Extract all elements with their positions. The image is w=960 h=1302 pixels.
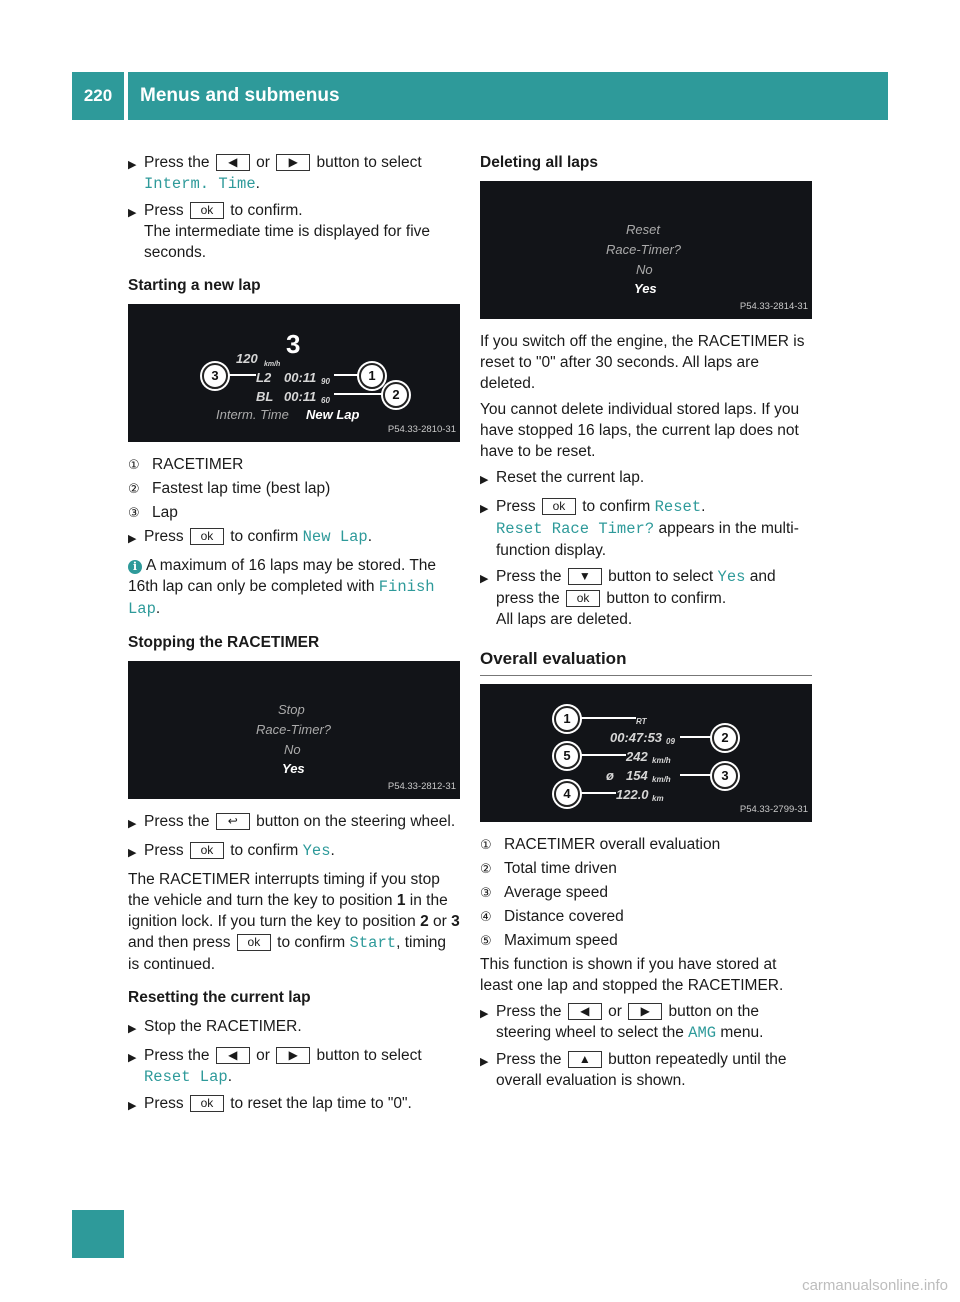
legend-item: ⑤ Maximum speed: [480, 932, 618, 949]
step: ▶ Press the ◀ or ▶ button to select Reset Lap.: [128, 1047, 422, 1086]
callout-1: 1: [554, 706, 580, 732]
chapter-side-label: [70, 150, 122, 1250]
side-tab-block: [72, 1210, 124, 1258]
step: ▶ Press ok to confirm Reset. Reset Race Timer? appears in the multi-function display.: [480, 498, 799, 559]
heading-stop: Stopping the RACETIMER: [128, 634, 320, 651]
legend-item: ④ Distance covered: [480, 908, 624, 925]
paragraph: The RACETIMER interrupts timing if you stop the vehicle and turn the key to position 1 in the ignition lock. If you turn the key to position 2 or 3 and then press ok to confirm Start, timing is continued.: [128, 871, 460, 973]
step: ▶ Press ok to confirm New Lap.: [128, 526, 460, 550]
legend-item: ③ Average speed: [480, 884, 608, 901]
left-arrow-key-icon: ◀: [216, 154, 250, 171]
figure-new-lap: 120 km/h 3 L2 00:11 90 BL 00:11 60 Interm. Time New Lap 3 1 2 P54.33-2810-31: [128, 304, 460, 442]
left-arrow-key-icon: ◀: [216, 1047, 250, 1064]
step: ▶ Reset the current lap.: [480, 467, 812, 491]
callout-3: 3: [712, 763, 738, 789]
callout-5: 5: [554, 743, 580, 769]
callout-2: 2: [383, 382, 409, 408]
step-arrow-icon: ▶: [480, 474, 489, 486]
step-arrow-icon: ▶: [128, 207, 137, 219]
step: ▶ Stop the RACETIMER.: [128, 1016, 460, 1040]
callout-2: 2: [712, 725, 738, 751]
legend-item: ③ Lap: [128, 504, 178, 521]
heading-delete: Deleting all laps: [480, 154, 599, 171]
callout-4: 4: [554, 781, 580, 807]
figure-reset: Reset Race-Timer? No Yes P54.33-2814-31: [480, 181, 812, 319]
right-column: [480, 150, 812, 1096]
figure-overall: RT 00:47:53 09 242 km/h ø 154 km/h 122.0 km 1 5 4 2 3 P54.33-2799-31: [480, 684, 812, 822]
info-note: i A maximum of 16 laps may be stored. The 16th lap can only be completed with Finish Lap.: [128, 557, 437, 618]
ok-key-icon: ok: [190, 528, 224, 545]
heading-new-lap: Starting a new lap: [128, 277, 261, 294]
paragraph: You cannot delete individual stored laps. If you have stopped 16 laps, the current lap does not have to be reset.: [480, 401, 800, 460]
step-arrow-icon: ▶: [128, 847, 137, 859]
ok-key-icon: ok: [542, 498, 576, 515]
right-arrow-key-icon: ▶: [276, 1047, 310, 1064]
heading-reset: Resetting the current lap: [128, 989, 311, 1006]
step-arrow-icon: ▶: [128, 159, 137, 171]
step-arrow-icon: ▶: [480, 1056, 489, 1068]
right-arrow-key-icon: ▶: [276, 154, 310, 171]
ok-key-icon: ok: [566, 590, 600, 607]
step-arrow-icon: ▶: [480, 503, 489, 515]
step: ▶ Press ok to reset the lap time to "0".: [128, 1093, 460, 1117]
right-arrow-key-icon: ▶: [628, 1003, 662, 1020]
step: ▶ Press ok to confirm Yes.: [128, 840, 460, 864]
step-arrow-icon: ▶: [480, 573, 489, 585]
down-arrow-key-icon: ▼: [568, 568, 602, 585]
info-icon: i: [128, 560, 142, 574]
legend-item: ① RACETIMER: [128, 456, 244, 473]
step-arrow-icon: ▶: [128, 1100, 137, 1112]
watermark: carmanualsonline.info: [802, 1277, 948, 1294]
paragraph: This function is shown if you have stored at least one lap and stopped the RACETIMER.: [480, 956, 784, 994]
ok-key-icon: ok: [190, 842, 224, 859]
paragraph: If you switch off the engine, the RACETIMER is reset to "0" after 30 seconds. All laps are deleted.: [480, 333, 805, 392]
back-key-icon: ↩: [216, 813, 250, 830]
step: ▶ Press ok to confirm. The intermediate time is displayed for five seconds.: [128, 202, 431, 261]
ok-key-icon: ok: [190, 202, 224, 219]
page-number: 220: [72, 72, 124, 120]
legend-item: ② Fastest lap time (best lap): [128, 480, 331, 497]
step-arrow-icon: ▶: [128, 1023, 137, 1035]
heading-overall: Overall evaluation: [480, 648, 812, 676]
step: ▶ Press the ◀ or ▶ button to select Interm. Time.: [128, 154, 422, 193]
left-arrow-key-icon: ◀: [568, 1003, 602, 1020]
section-title: Menus and submenus: [128, 72, 888, 120]
legend-item: ① RACETIMER overall evaluation: [480, 836, 721, 853]
callout-1: 1: [359, 363, 385, 389]
figure-stop: Stop Race-Timer? No Yes P54.33-2812-31: [128, 661, 460, 799]
step: ▶ Press the ▲ button repeatedly until the overall evaluation is shown.: [480, 1051, 787, 1089]
step-arrow-icon: ▶: [480, 1008, 489, 1020]
callout-3: 3: [202, 363, 228, 389]
step: ▶ Press the ◀ or ▶ button on the steering wheel to select the AMG menu.: [480, 1003, 764, 1042]
step-arrow-icon: ▶: [128, 818, 137, 830]
up-arrow-key-icon: ▲: [568, 1051, 602, 1068]
ok-key-icon: ok: [237, 934, 271, 951]
step: ▶ Press the ▼ button to select Yes and press the ok button to confirm. All laps are deleted.: [480, 568, 776, 628]
step-arrow-icon: ▶: [128, 1052, 137, 1064]
menu-item-text: Interm. Time: [144, 175, 256, 193]
left-column: [128, 150, 460, 1122]
legend-item: ② Total time driven: [480, 860, 617, 877]
step: ▶ Press the ↩ button on the steering wheel.: [128, 811, 460, 835]
step-arrow-icon: ▶: [128, 533, 137, 545]
ok-key-icon: ok: [190, 1095, 224, 1112]
